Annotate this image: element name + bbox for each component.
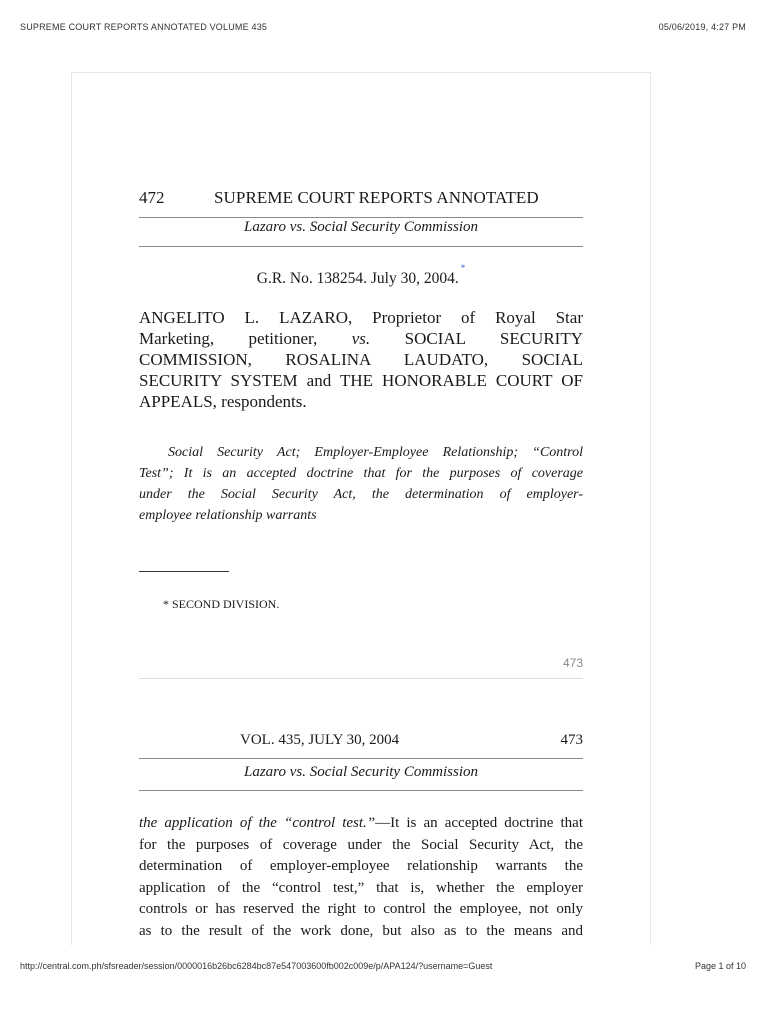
body-line: determination of employer-employee relationship warrants the	[139, 858, 583, 875]
footnote-link[interactable]: *	[460, 263, 466, 273]
page-number-472: 472	[139, 188, 165, 207]
body-line: as to the result of the work done, but also as to the means and	[139, 922, 583, 939]
body-lead-rest: —It is an accepted doctrine that	[375, 815, 584, 831]
body-line: application of the “control test,” that is, whether the employer	[139, 879, 583, 896]
vs-italic: vs.	[351, 329, 371, 348]
parties-line: ANGELITO L. LAZARO, Proprietor of Royal Star	[139, 308, 583, 327]
syllabus-paragraph	[139, 442, 583, 526]
print-header-datetime: 05/06/2019, 4:27 PM	[658, 22, 746, 32]
syllabus-line: under the Social Security Act, the determination of employer-	[139, 487, 583, 502]
gr-number-line	[72, 263, 650, 288]
page-number-473: 473	[560, 732, 583, 748]
footnote-text: * SECOND DIVISION.	[163, 597, 280, 611]
header-rule-bottom-473	[139, 790, 583, 791]
body-line: controls or has reserved the right to control the employee, not only	[139, 901, 583, 918]
volume-line: VOL. 435, JULY 30, 2004	[240, 732, 400, 748]
parties-line: Marketing, petitioner, vs. SOCIAL SECURITY	[139, 329, 583, 348]
syllabus-line: employee relationship warrants	[139, 508, 317, 523]
body-line: for the purposes of coverage under the Social Security Act, the	[139, 836, 583, 853]
parties-line: COMMISSION, ROSALINA LAUDATO, SOCIAL	[139, 350, 583, 369]
print-footer-url: http://central.com.ph/sfsreader/session/0000016b26bc6284bc87e547003600fb002c009e/p/APA124/?username=Guest	[20, 961, 493, 971]
print-footer-page-info: Page 1 of 10	[694, 961, 746, 971]
header-rule-top	[139, 217, 583, 218]
body-paragraph	[139, 813, 583, 943]
case-parties	[139, 307, 583, 412]
page-break-marker: 473	[562, 656, 583, 670]
parties-line: SECURITY SYSTEM and THE HONORABLE COURT OF	[139, 371, 583, 390]
running-case-title: Lazaro vs. Social Security Commission	[243, 219, 479, 235]
body-italic-lead: the application of the “control test.”	[139, 815, 376, 831]
running-case-title-473: Lazaro vs. Social Security Commission	[243, 764, 479, 780]
print-header-title: SUPREME COURT REPORTS ANNOTATED VOLUME 435	[20, 22, 268, 32]
gr-number-text: G.R. No. 138254. July 30, 2004.	[256, 270, 459, 287]
document-page	[71, 72, 651, 945]
footnote-separator	[139, 571, 229, 572]
parties-line: APPEALS, respondents.	[139, 392, 307, 411]
page-break-rule	[139, 678, 583, 679]
body-line	[139, 813, 583, 835]
header-rule-bottom	[139, 246, 583, 247]
syllabus-line: Test”; It is an accepted doctrine that for the purposes of coverage	[139, 466, 583, 481]
syllabus-line: Social Security Act; Employer-Employee Relationship; “Control	[168, 445, 583, 460]
report-title: SUPREME COURT REPORTS ANNOTATED	[214, 188, 539, 207]
header-rule-top-473	[139, 758, 583, 759]
